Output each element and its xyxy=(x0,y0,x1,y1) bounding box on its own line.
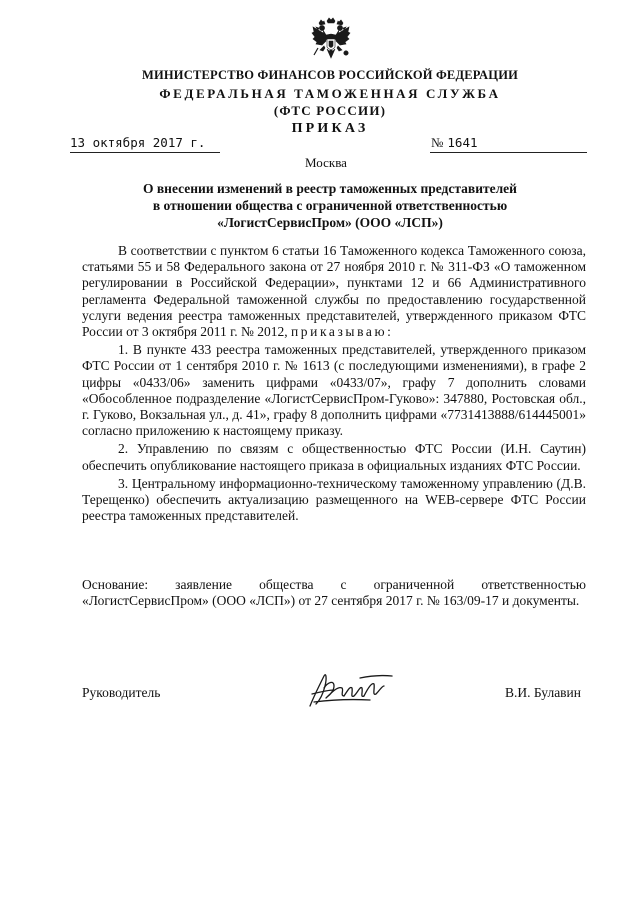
handwritten-signature-icon xyxy=(300,666,400,714)
title-line-3: «ЛогистСервисПром» (ООО «ЛСП») xyxy=(217,215,443,230)
item-2-paragraph: 2. Управлению по связям с общественностью ФТС России (И.Н. Саутин) обеспечить опубликование настоящего приказа в официальных изданиях ФТС России. xyxy=(82,441,586,473)
basis-paragraph: Основание: заявление общества с ограниченной ответственностью «ЛогистСервисПром» (ООО «ЛСП») от 27 сентября 2017 г. № 163/09-17 и документы. xyxy=(82,577,586,609)
preamble-paragraph xyxy=(82,243,586,340)
eagle-emblem-icon xyxy=(310,17,352,63)
order-number: 1641 xyxy=(447,135,478,150)
ministry-name: МИНИСТЕРСТВО ФИНАНСОВ РОССИЙСКОЙ ФЕДЕРАЦИИ xyxy=(141,68,519,82)
item-3-paragraph: 3. Центральному информационно-техническому таможенному управлению (Д.В. Терещенко) обеспечить актуализацию размещенного на WEB-сервере ФТС России реестра таможенных представителей. xyxy=(82,475,586,524)
title-line-2: в отношении общества с ограниченной ответственностью xyxy=(152,198,508,213)
item-1-paragraph: 1. В пункте 433 реестра таможенных представителей, утвержденного приказом ФТС России от 1 сентября 2010 г. № 1613 (с последующими изменениями), в графе 2 цифры «0433/06» заменить цифрами «0433/07», графу 7 дополнить словами «Обособленное подразделение «ЛогистСервисПром-Гуково»: 347880, Ростовская обл., г. Гуково, Вокзальная ул., д. 41», графу 8 дополнить цифрами «7731413888/614445001» согласно приложению к настоящему приказу. xyxy=(82,342,586,439)
preamble-text: В соответствии с пунктом 6 статьи 16 Таможенного кодекса Таможенного союза, статьями 55 и 58 Федерального закона от 27 ноября 2010 г. № 311-ФЗ «О таможенном регулировании в Российской Федерации», пунктами 12 и 66 Административного регламента Федеральной таможенной службы по предоставлению государственной услуги ведения реестра таможенных представителей, утвержденного приказом ФТС России от 3 октября 2011 г. № 2012, xyxy=(82,243,586,340)
city: Москва xyxy=(305,155,347,170)
document-type: ПРИКАЗ xyxy=(291,121,369,136)
title-line-1: О внесении изменений в реестр таможенных представителей xyxy=(143,181,517,196)
service-short-name: (ФТС РОССИИ) xyxy=(273,103,387,118)
order-word: приказываю: xyxy=(290,324,394,340)
number-sign: № xyxy=(431,135,444,150)
order-number-field xyxy=(430,135,587,153)
document-body xyxy=(82,243,586,524)
service-name: ФЕДЕРАЛЬНАЯ ТАМОЖЕННАЯ СЛУЖБА xyxy=(159,86,501,101)
document-title xyxy=(60,180,600,231)
signatory-name: В.И. Булавин xyxy=(505,685,582,700)
signatory-position: Руководитель xyxy=(82,685,161,700)
order-date: 13 октября 2017 г. xyxy=(70,135,220,153)
